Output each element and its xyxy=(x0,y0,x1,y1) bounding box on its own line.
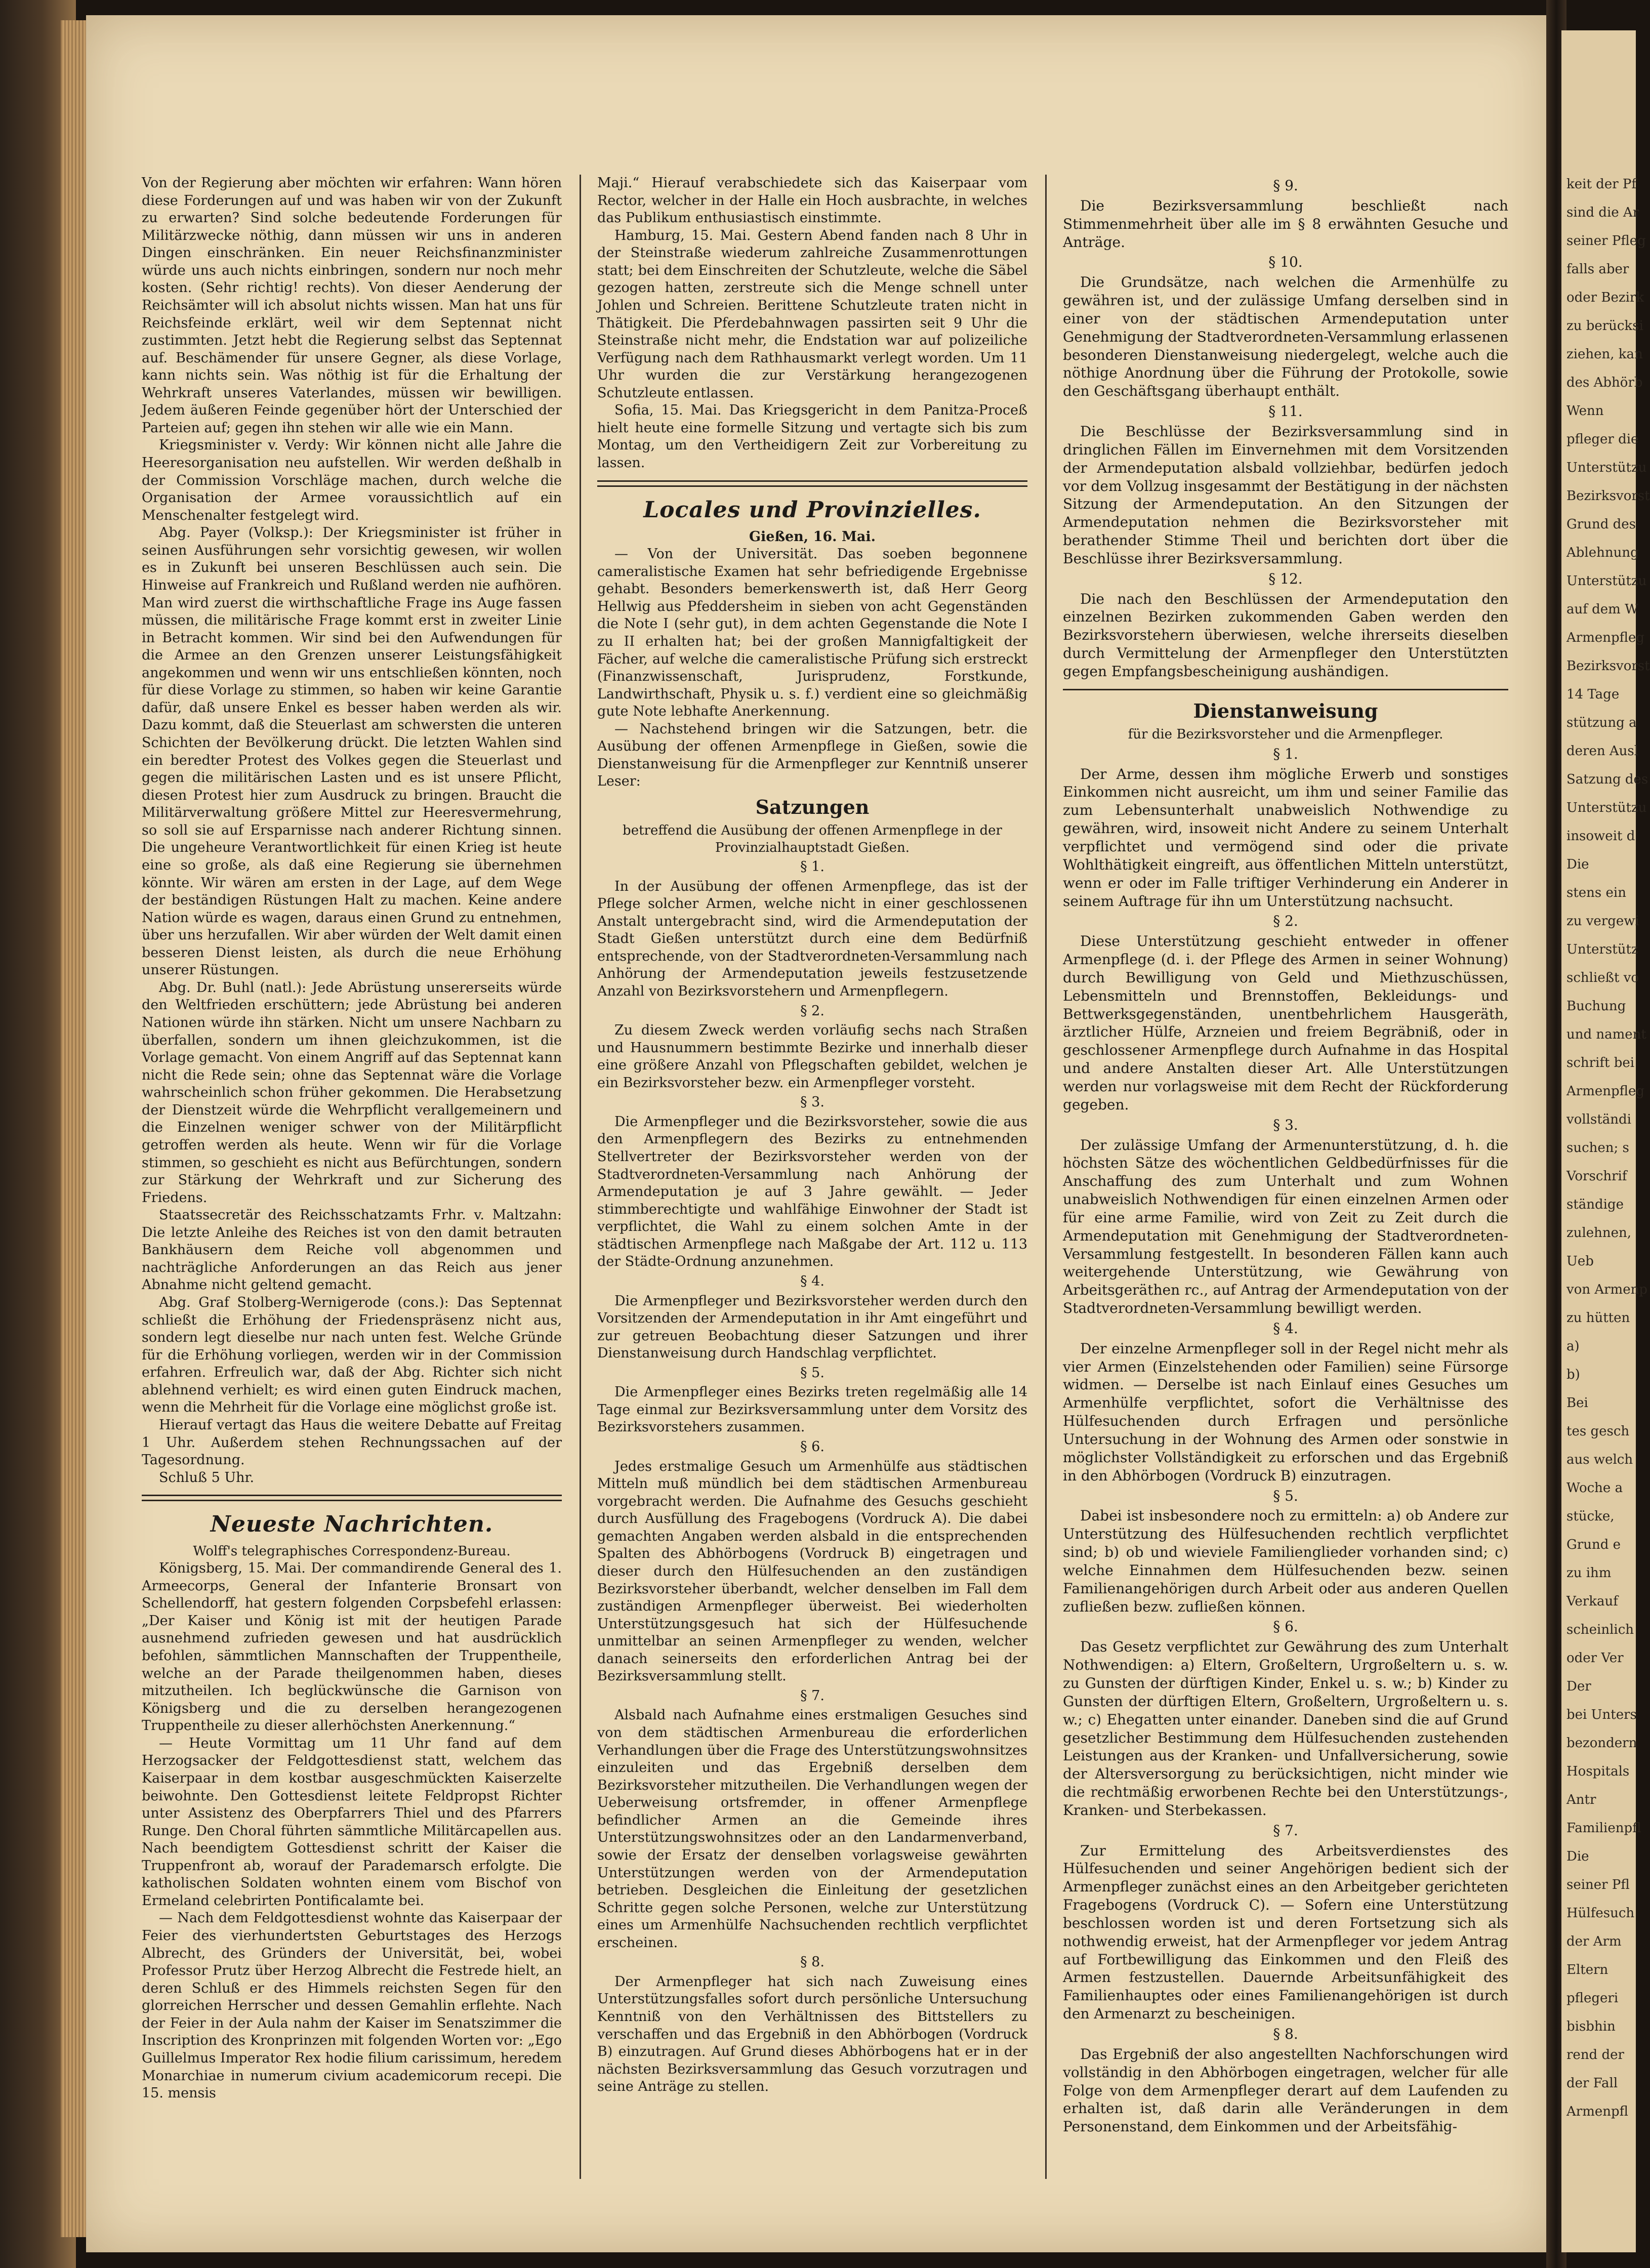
section-number: § 6. xyxy=(1273,1618,1298,1635)
margin-fragment: bezondern xyxy=(1566,1736,1637,1751)
margin-fragment: Verkauf xyxy=(1566,1594,1618,1609)
margin-fragment: Unterstützu xyxy=(1566,800,1647,815)
locales-heading: Locales und Provinzielles. xyxy=(643,497,981,523)
margin-fragment: pfleger die xyxy=(1566,432,1639,447)
column-rule xyxy=(580,175,581,2179)
section-divider xyxy=(1063,689,1508,690)
section-number: § 8. xyxy=(800,1954,824,1970)
paragraph: Sofia, 15. Mai. Das Kriegsgericht in dem Panitza-Proceß hielt heute eine formelle Sitzung und vertagte sich bis zum Montag, um den Vertheidigern Zeit zur Vorbereitung zu lassen. xyxy=(597,402,1027,471)
section-number: § 2. xyxy=(800,1003,824,1019)
dienstanweisung-subtitle: für die Bezirksvorsteher und die Armenpfleger. xyxy=(1128,726,1443,742)
column-1 xyxy=(142,175,562,2102)
margin-fragment: scheinlich xyxy=(1566,1622,1634,1637)
margin-fragment: stens ein xyxy=(1566,885,1626,900)
margin-fragment: bisbhin xyxy=(1566,2019,1616,2034)
section-text: Diese Unterstützung geschieht entweder in offener Armenpflege (d. i. der Pflege des Armen in seiner Wohnung) durch Bewilligung von Geld und Miethzuschüssen, Lebensmitteln und Brennstoffen, Bekleidungs- und Bettwerksgegenständen, unentbehrlichem Hausgeräth, ärztlicher Hülfe, Arzneien und freiem Begräbniß, oder in geschlossener Armenpflege durch Aufnahme in das Hospital und andere Anstalten dieser Art. Alle Unterstützungen werden nur vorlagsweise mit dem Recht der Rückforderung gegeben. xyxy=(1063,933,1508,1113)
margin-fragment: der Arm xyxy=(1566,1934,1622,1949)
margin-fragment: auf dem W xyxy=(1566,602,1638,617)
section-text: Die Armenpfleger und die Bezirksvorsteher, sowie die aus den Armenpflegern des Bezirks zu entnehmenden Stellvertreter der Bezirksvorsteher werden von der Stadtverordneten-Versammlung nach Anhörung der Armendeputation je auf 3 Jahre gewählt. — Jeder stimmberechtigte und wahlfähige Einwohner der Stadt ist verpflichtet, die Wahl zu einem solchen Amte in der städtischen Armenpflege nach Maßgabe der Art. 112 u. 113 der Städte-Ordnung anzunehmen. xyxy=(597,1114,1027,1270)
section-text: Die nach den Beschlüssen der Armendeputation den einzelnen Bezirken zukommenden Gaben werden den Bezirksvorstehern überwiesen, welche ihrerseits dieselben durch Vermittelung der Armenpfleger den Unterstützten gegen Empfangsbescheinigung aushändigen. xyxy=(1063,590,1508,680)
margin-fragment: falls aber xyxy=(1566,262,1629,277)
margin-fragment: keit der Pf xyxy=(1566,177,1637,192)
section-text: Jedes erstmalige Gesuch um Armenhülfe aus städtischen Mitteln muß mündlich bei dem städtischen Armenbureau vorgebracht werden. Die Aufnahme des Gesuchs geschieht durch Ausfüllung des Fragebogens (Vordruck A). Die dabei gemachten Angaben werden alsbald in die entsprechenden Spalten des Abhörbogens (Vordruck B) eingetragen und dieser durch den Hülfesuchenden an den zuständigen Bezirksvorsteher überbandt, welcher denselben im Fall dem zuständigen Armenpfleger überweist. Bei wiederholten Unterstützungsgesuch hat sich der Hülfesuchende unmittelbar an seinen Armenpfleger zu wenden, welcher danach seinerseits den erforderlichen Antrag bei der Bezirksversammlung stellt. xyxy=(597,1458,1027,1684)
news-paragraph: Königsberg, 15. Mai. Der commandirende General des 1. Armeecorps, General der Infanterie Bronsart von Schellendorff, hat gestern folgenden Corpsbefehl erlassen: „Der Kaiser und König ist mit der heutigen Parade ausnehmend zufrieden gewesen und hat ausdrücklich befohlen, sämmtlichen Mannschaften der Truppentheile, welche an der Parade theilgenommen haben, dieses mitzutheilen. Ich beglückwünsche die Garnison von Königsberg und die zu derselben herangezogenen Truppentheile zu dieser allerhöchsten Anerkennung.“ xyxy=(142,1560,562,1734)
column-2 xyxy=(597,175,1027,2096)
margin-fragment: Unterstützu xyxy=(1566,573,1647,589)
section-number: § 1. xyxy=(1273,745,1298,762)
paragraph: Abg. Payer (Volksp.): Der Kriegsminister ist früher in seinen Ausführungen sehr vorsichtig gewesen, wir wollen es in Zukunft bei unseren Beschlüssen auch sein. Die Hinweise auf Frankreich und Rußland werden nie aufhören. Man wird zuerst die wirthschaftliche Frage ins Auge fassen müssen, die militärische Frage kommt erst in zweiter Linie in Betracht kommen. Wir sind bei den Aufwendungen für die Armee an den Grenzen unserer Leistungsfähigkeit angekommen und wenn wir uns entschließen könnten, noch für diese Vorlage zu stimmen, so haben wir keine Garantie dafür, daß unsere Enkel es besser haben werden als wir. Dazu kommt, daß die Steuerlast am schwersten die unteren Schichten der Bevölkerung drückt. Die letzten Wahlen sind ein beredter Protest des Volkes gegen die Steuerlast und gegen die militärischen Lasten und es ist unsere Pflicht, diesen Protest hier zum Ausdruck zu bringen. Braucht die Militärverwaltung größere Mittel zur Heeresvermehrung, so soll sie auf Ersparnisse nach anderer Richtung sinnen. Die ungeheure Verantwortlichkeit für einen Krieg ist heute eine so große, als daß eine Regierung sie übernehmen könnte. Wir wären am ersten in der Lage, auf dem Wege der beständigen Rüstungen Halt zu machen. Keine andere Nation würde es wagen, daraus einen Grund zu entnehmen, über uns herzufallen. Wir aber würden der Welt damit einen besseren Dienst leisten, als durch die neue Erhöhung unserer Rüstungen. xyxy=(142,525,562,978)
margin-fragment: Hülfesuch xyxy=(1566,1906,1635,1921)
section-text: Die Beschlüsse der Bezirksversammlung sind in dringlichen Fällen im Einvernehmen mit dem Vorsitzenden der Armendeputation alsbald vollziehbar, bedürfen jedoch vor dem Vollzug insgesammt der Bestätigung in der nächsten Sitzung der Armendeputation. An den Sitzungen der Armendeputation nehmen die Bezirksvorsteher mit berathender Stimme Theil und berichten dort über die Beschlüsse ihrer Bezirksversammlung. xyxy=(1063,423,1508,567)
section-number: § 4. xyxy=(1273,1319,1298,1337)
paragraph: Maji.“ Hierauf verabschiedete sich das Kaiserpaar vom Rector, welcher in der Halle ein Hoch ausbrachte, in welches das Publikum enthusiastisch einstimmte. xyxy=(597,175,1027,226)
margin-fragment: seiner Pfleg xyxy=(1566,233,1646,249)
margin-fragment: Vorschrif xyxy=(1566,1169,1627,1184)
margin-fragment: Eltern xyxy=(1566,1962,1608,1977)
section-divider xyxy=(597,480,1027,487)
paragraph: Staatssecretär des Reichsschatzamts Frhr. v. Maltzahn: Die letzte Anleihe des Reiches ist von den damit betrauten Bankhäusern dem Reiche voll abgenommen und nachträgliche Anforderungen an das Reich aus jener Abnahme nicht geltend gemacht. xyxy=(142,1207,562,1293)
section-text: Zur Ermittelung des Arbeitsverdienstes des Hülfesuchenden und seiner Angehörigen bedient sich der Armenpfleger zunächst eines an den Arbeitgeber gerichteten Fragebogens (Vordruck C). — Sofern eine Unterstützung beschlossen worden ist und deren Fortsetzung sich als nothwendig erweist, hat der Armenpfleger vor jedem Antrag auf Fortbewilligung das Einkommen und den Fleiß des Armen festzustellen. Dauernde Arbeitsunfähigkeit des Familienhauptes oder eines Familienangehörigen ist durch den Armenarzt zu bescheinigen. xyxy=(1063,1842,1508,2023)
margin-fragment: Satzung des xyxy=(1566,772,1648,787)
margin-fragment: Unterstützu xyxy=(1566,460,1647,475)
margin-fragment: Der xyxy=(1566,1679,1591,1694)
section-text: Dabei ist insbesondere noch zu ermitteln: a) ob Andere zur Unterstützung des Hülfesuchenden rechtlich verpflichtet sind; b) ob und wieviele Familienglieder vorhanden sind; c) welche Einnahmen dem Hülfesuchenden bezw. seinen Familienangehörigen durch Arbeit oder aus anderen Quellen zufließen bezw. zufließen können. xyxy=(1063,1507,1508,1615)
margin-fragment: Die xyxy=(1566,1849,1589,1864)
news-subheading: Wolff's telegraphisches Correspondenz-Bureau. xyxy=(193,1544,511,1559)
margin-fragment: Bei xyxy=(1566,1395,1588,1411)
section-text: Die Armenpfleger eines Bezirks treten regelmäßig alle 14 Tage einmal zur Bezirksversammlung unter dem Vorsitz des Bezirksvorstehers zusammen. xyxy=(597,1384,1027,1435)
section-number: § 5. xyxy=(800,1365,824,1381)
margin-fragment: zulehnen, xyxy=(1566,1225,1632,1241)
margin-fragment: deren Ausl xyxy=(1566,744,1639,759)
margin-fragment: oder Ver xyxy=(1566,1651,1624,1666)
section-number: § 3. xyxy=(800,1094,824,1110)
dienstanweisung-heading: Dienstanweisung xyxy=(1193,699,1378,722)
margin-fragment: aus welch xyxy=(1566,1452,1633,1467)
paragraph: Von der Regierung aber möchten wir erfahren: Wann hören diese Forderungen auf und was haben wir von der Zukunft zu erwarten? Sind solche bedeutende Forderungen für Militärzwecke nöthig, dann müssen wir uns in anderen Dingen einschränken. Ein neuer Reichsfinanzminister würde uns auch nichts einbringen, sondern nur noch mehr kosten. (Sehr richtig! rechts). Von dieser Aenderung der Reichsämter will ich absolut nichts wissen. Man hat uns für Reichsfeinde erklärt, weil wir dem Septennat nicht zustimmten. Jetzt hebt die Regierung selbst das Septennat auf. Beschämender für unsere Gegner, als diese Vorlage, kann nichts sein. Was nöthig ist für die Erhaltung der Wehrkraft unseres Vaterlandes, müssen wir bewilligen. Jedem äußeren Feinde gegenüber hört der Unterschied der Parteien auf; gegen ihn stehen wir alle wie ein Mann. xyxy=(142,175,562,436)
section-text: Der einzelne Armenpfleger soll in der Regel nicht mehr als vier Armen (Einzelstehenden oder Familien) seine Fürsorge widmen. — Derselbe ist nach Einlauf eines Gesuches um Armenhülfe verpflichtet, sofort die Verhältnisse des Hülfesuchenden durch Erfragen und persönliche Untersuchung in der Wohnung des Armen oder sonstwie in möglichster Vollständigkeit zu erforschen und das Ergebniß in den Abhörbogen (Vordruck B) einzutragen. xyxy=(1063,1340,1508,1484)
paragraph: Abg. Graf Stolberg-Wernigerode (cons.): Das Septennat schließt die Erhöhung der Friedenspräsenz nicht aus, sondern legt dieselbe nur nach unten fest. Welche Gründe für die Erhöhung vorliegen, werden wir in der Commission erfahren. Erfreulich war, daß der Abg. Richter sich nicht ablehnend verhielt; es wird einen guten Eindruck machen, wenn die Mehrheit für die Vorlage eine möglichst große ist. xyxy=(142,1295,562,1416)
news-paragraph: — Nach dem Feldgottesdienst wohnte das Kaiserpaar der Feier des vierhundertsten Geburtstages des Herzogs Albrecht, des Gründers der Universität, bei, wobei Professor Prutz über Herzog Albrecht die Festrede hielt, an deren Schluß er des Himmels reichsten Segen für den glorreichen Herrscher und dessen Gemahlin erflehte. Nach der Feier in der Aula nahm der Kaiser im Senatszimmer die Inscription des Kronprinzen mit folgenden Worten vor: „Ego Guillelmus Imperator Rex hodie filium carissimum, heredem Monarchiae in numerum civium academicorum recepi. Die 15. mensis xyxy=(142,1910,562,2101)
section-number: § 10. xyxy=(1268,254,1303,271)
satzungen-subtitle: betreffend die Ausübung der offenen Armenpflege in der Provinzialhauptstadt Gießen. xyxy=(623,823,1002,855)
margin-fragment: schrift bei xyxy=(1566,1055,1635,1070)
section-number: § 7. xyxy=(800,1687,824,1704)
satzungen-heading: Satzungen xyxy=(755,796,870,818)
margin-fragment: Ueb xyxy=(1566,1254,1594,1269)
margin-fragment: zu ihm xyxy=(1566,1565,1612,1581)
paragraph: Abg. Dr. Buhl (natl.): Jede Abrüstung unsererseits würde den Weltfrieden erschüttern; jede Abrüstung bei anderen Nationen würde ihn stärken. Nicht um unsere Nachbarn zu überfallen, sondern um ihnen gleichzukommen, ist die Vorlage gemacht. Von einem Angriff auf das Septennat kann nicht die Rede sein; ohne das Septennat wäre die Vorlage wahrscheinlich schon früher gekommen. Die Herabsetzung der Dienstzeit würde die Wehrpflicht verallgemeinern und die Einzelnen weniger schwer von der Militärpflicht getroffen werden als heute. Wenn wir für die Vorlage stimmen, so geschieht es nicht aus Befürchtungen, sondern zur Stärkung der Wehrkraft und zur Sicherung des Friedens. xyxy=(142,979,562,1206)
section-number: § 1. xyxy=(800,859,824,875)
section-text: In der Ausübung der offenen Armenpflege, das ist der Pflege solcher Armen, welche nicht in einer geschlossenen Anstalt untergebracht sind, wird die Armendeputation der Stadt Gießen unterstützt durch eine dem Bedürfniß entsprechende, von der Stadtverordneten-Versammlung nach Anhörung der Armendeputation jeweils festzusetzende Anzahl von Bezirksvorstehern und Armenpflegern. xyxy=(597,878,1027,999)
margin-fragment: Wenn xyxy=(1566,403,1604,419)
margin-fragment: sind die Ar xyxy=(1566,205,1639,220)
margin-fragment: Grund des xyxy=(1566,517,1636,532)
paragraph: Schluß 5 Uhr. xyxy=(159,1469,255,1486)
section-text: Zu diesem Zweck werden vorläufig sechs nach Straßen und Hausnummern bestimmte Bezirke und innerhalb dieser eine größere Anzahl von Pflegschaften gebildet, welchen je ein Bezirksvorsteher bezw. ein Armenpfleger vorsteht. xyxy=(597,1022,1027,1091)
margin-fragment: b) xyxy=(1566,1367,1580,1382)
margin-fragment: Antr xyxy=(1566,1792,1596,1807)
margin-fragment: und nament xyxy=(1566,1027,1646,1042)
section-divider xyxy=(142,1495,562,1501)
section-text: Die Grundsätze, nach welchen die Armenhülfe zu gewähren ist, und der zulässige Umfang derselben sind in einer von der städtischen Armendeputation unter Genehmigung der Stadtverordneten-Versammlung erlassenen besonderen Dienstanweisung niedergelegt, welche auch die nöthige Anordnung über die Führung der Protokolle, sowie den Geschäftsgang überhaupt enthält. xyxy=(1063,274,1508,400)
section-number: § 8. xyxy=(1273,2026,1298,2042)
margin-fragment: von Armenp xyxy=(1566,1282,1647,1297)
margin-fragment: Unterstütz xyxy=(1566,942,1638,957)
section-number: § 2. xyxy=(1273,913,1298,930)
margin-fragment: Hospitals xyxy=(1566,1764,1630,1779)
column-3 xyxy=(1063,175,1508,2136)
section-number: § 9. xyxy=(1273,177,1298,194)
dateline: Gießen, 16. Mai. xyxy=(749,528,876,545)
margin-fragment: stücke, xyxy=(1566,1509,1615,1524)
margin-fragment: des Abhörb xyxy=(1566,375,1643,390)
satzungen-sections-continued xyxy=(1063,177,1508,681)
margin-fragment: ständige xyxy=(1566,1197,1624,1212)
margin-fragment: Grund e xyxy=(1566,1537,1621,1552)
margin-fragment: zu berücksi xyxy=(1566,318,1643,334)
margin-fragment: seiner Pfl xyxy=(1566,1877,1630,1892)
margin-fragment: suchen; s xyxy=(1566,1140,1629,1156)
margin-fragment: Bezirksvorst xyxy=(1566,488,1650,504)
section-text: Alsbald nach Aufnahme eines erstmaligen Gesuches sind von dem städtischen Armenbureau die erforderlichen Verhandlungen über die Frage des Unterstützungswohnsitzes einzuleiten und das Ergebniß derselben dem Bezirksvorsteher mitzutheilen. Die Verhandlungen wegen der Ueberweisung ortsfremder, in offener Armenpflege befindlicher Armen an die Gemeinde ihres Unterstützungswohnsitzes oder an den Landarmenverband, sowie der Ersatz der denselben vorlagsweise gewährten Unterstützungen werden von der Armendeputation betrieben. Desgleichen die Einleitung der gesetzlichen Schritte gegen solche Personen, welche zur Unterstützung eines um Armenhülfe Nachsuchenden rechtlich verpflichtet erscheinen. xyxy=(597,1707,1027,1951)
margin-fragment: Buchung xyxy=(1566,999,1626,1014)
margin-fragment: a) xyxy=(1566,1339,1580,1354)
paragraph: Hierauf vertagt das Haus die weitere Debatte auf Freitag 1 Uhr. Außerdem stehen Rechnungssachen auf der Tagesordnung. xyxy=(142,1417,562,1468)
margin-fragment: Familienpfl xyxy=(1566,1821,1641,1836)
column-rule xyxy=(1045,175,1047,2179)
margin-fragment: Armenpfl xyxy=(1566,2104,1628,2119)
margin-fragment: schließt vo xyxy=(1566,970,1639,985)
paragraph: Kriegsminister v. Verdy: Wir können nicht alle Jahre die Heeresorganisation neu aufstellen. Wir werden deßhalb in der Commission Vorschläge machen, durch welche die Organisation der Armee voraussichtlich auf ein Menschenalter festgelegt wird. xyxy=(142,437,562,523)
section-text: Das Ergebniß der also angestellten Nachforschungen wird vollständig in den Abhörbogen eingetragen, welcher für alle Folge von dem Armenpfleger derart auf dem Laufenden zu erhalten ist, daß darin alle Veränderungen in dem Personenstand, dem Einkommen und der Arbeitsfähig- xyxy=(1063,2045,1508,2135)
section-number: § 11. xyxy=(1268,403,1303,420)
margin-fragment: Armenpfleg xyxy=(1566,630,1645,645)
margin-fragment: 14 Tage xyxy=(1566,687,1620,702)
margin-fragment: der Fall xyxy=(1566,2076,1618,2091)
section-text: Die Armenpfleger und Bezirksvorsteher werden durch den Vorsitzenden der Armendeputation in ihr Amt eingeführt und zur getreuen Beobachtung dieser Satzungen und ihrer Dienstanweisung durch Handschlag verpflichtet. xyxy=(597,1293,1027,1362)
section-number: § 5. xyxy=(1273,1487,1298,1504)
locales-paragraph: — Von der Universität. Das soeben begonnene cameralistische Examen hat sehr befriedigende Ergebnisse gehabt. Besonders bemerkenswerth ist, daß Herr Georg Hellwig aus Pfeddersheim in sieben von acht Gegenständen die Note I (sehr gut), in dem achten Gegenstande die Note I zu II erhalten hat; bei der großen Mannigfaltigkeit der Fächer, auf welche die cameralistische Prüfung sich erstreckt (Finanzwissenschaft, Jurisprudenz, Forstkunde, Landwirthschaft, Physik u. s. f.) verdient eine so gleichmäßig gute Note lebhafte Anerkennung. xyxy=(597,546,1027,720)
satzungen-sections xyxy=(597,858,1027,2096)
margin-fragment: rend der xyxy=(1566,2047,1624,2063)
margin-fragment: oder Bezirk xyxy=(1566,290,1644,305)
dienstanweisung-sections xyxy=(1063,745,1508,2136)
news-heading: Neueste Nachrichten. xyxy=(210,1511,493,1538)
locales-paragraph: — Nachstehend bringen wir die Satzungen, betr. die Ausübung der offenen Armenpflege in Gießen, sowie die Dienstanweisung für die Armenpfleger zur Kenntniß unserer Leser: xyxy=(597,721,1027,790)
section-number: § 6. xyxy=(800,1439,824,1455)
section-text: Die Bezirksversammlung beschließt nach Stimmenmehrheit über alle im § 8 erwähnten Gesuche und Anträge. xyxy=(1063,197,1508,251)
section-text: Der zulässige Umfang der Armenunterstützung, d. h. die höchsten Sätze des wöchentlichen Geldbedürfnisses für die Anschaffung des zum Unterhalt und zum Wohnen unabweislich Nothwendigen für einen einzelnen Armen oder für eine arme Familie, wird von Zeit zu Zeit durch die Armendeputation mit Genehmigung der Stadtverordneten-Versammlung festgestellt. In besonderen Fällen kann auch weitergehende Unterstützung, wie Gewährung von Arbeitsgeräthen rc., auf Antrag der Armendeputation von der Stadtverordneten-Versammlung bewilligt werden. xyxy=(1063,1136,1508,1317)
paragraph: Hamburg, 15. Mai. Gestern Abend fanden nach 8 Uhr in der Steinstraße wiederum zahlreiche Zusammenrottungen statt; bei dem Einschreiten der Schutzleute, welche die Säbel gezogen hatten, zerstreute sich die Menge schnell unter Johlen und Schreien. Berittene Schutzleute traten nicht in Thätigkeit. Die Pferdebahnwagen passirten seit 9 Uhr die Steinstraße nicht mehr, die Endstation war auf polizeiliche Verfügung nach dem Rathhausmarkt verlegt worden. Um 11 Uhr wurden die zur Verstärkung herangezogenen Schutzleute entlassen. xyxy=(597,227,1027,401)
margin-fragment: Armenpfleg xyxy=(1566,1084,1645,1099)
margin-fragment: Ablehnung xyxy=(1566,545,1639,560)
margin-fragment: tes gesch xyxy=(1566,1424,1630,1439)
margin-fragment: Woche a xyxy=(1566,1480,1623,1496)
section-number: § 3. xyxy=(1273,1116,1298,1133)
section-number: § 12. xyxy=(1268,570,1303,587)
margin-fragment: pflegeri xyxy=(1566,1991,1619,2006)
section-number: § 4. xyxy=(800,1273,824,1289)
section-text: Der Armenpfleger hat sich nach Zuweisung eines Unterstützungsfalles sofort durch persönliche Untersuchung Kenntniß von den Verhältnissen des Bittstellers zu verschaffen und das Ergebniß in den Abhörbogen (Vordruck B) einzutragen. Auf Grund dieses Abhörbogens hat er in der nächsten Bezirksversammlung das Gesuch vorzutragen und seine Anträge zu stellen. xyxy=(597,1973,1027,2095)
margin-fragment: zu vergewi xyxy=(1566,914,1639,929)
margin-fragment: Die xyxy=(1566,857,1589,872)
margin-fragment: stützung a xyxy=(1566,715,1637,730)
news-paragraph: — Heute Vormittag um 11 Uhr fand auf dem Herzogsacker der Feldgottesdienst statt, welchem das Kaiserpaar in dem kostbar ausgeschmückten Kaiserzelte beiwohnte. Den Gottesdienst leitete Feldpropst Richter unter Assistenz des Oberpfarrers Thiel und des Pfarrers Runge. Den Choral führten sämmtliche Militärcapellen aus. Nach beendigtem Gottesdienst schritt der Kaiser die Truppenfront ab, worauf der Parademarsch erfolgte. Die katholischen Soldaten wohnten einem vom Bischof von Ermeland celebrirten Pontificalamte bei. xyxy=(142,1735,562,1909)
section-number: § 7. xyxy=(1273,1822,1298,1839)
margin-fragment: Bezirksvorst xyxy=(1566,658,1650,674)
margin-fragment: vollständi xyxy=(1566,1112,1631,1127)
section-text: Der Arme, dessen ihm mögliche Erwerb und sonstiges Einkommen nicht ausreicht, um ihm und seiner Familie das zum Lebensunterhalt unabweislich Nothwendige zu gewähren, wird, insoweit nicht Andere zu seinem Unterhalt verpflichtet und vermögend sind oder die private Wohlthätigkeit eingreift, aus öffentlichen Mitteln unterstützt, wenn er oder im Falle triftiger Verhinderung ein Anderer in seinem Auftrage für ihn um Unterstützung nachsucht. xyxy=(1063,765,1508,910)
margin-fragment: insoweit d xyxy=(1566,829,1635,844)
margin-fragment: ziehen, kan xyxy=(1566,347,1643,362)
margin-fragment: zu hütten xyxy=(1566,1310,1630,1326)
margin-fragment: bei Unters xyxy=(1566,1707,1637,1722)
section-text: Das Gesetz verpflichtet zur Gewährung des zum Unterhalt Nothwendigen: a) Eltern, Großeltern, Urgroßeltern u. s. w. zu Gunsten der dürftigen Kinder, Enkel u. s. w.; b) Kinder zu Gunsten der dürftigen Eltern, Großeltern, Urgroßeltern u. s. w.; c) Ehegatten unter einander. Daneben sind die auf Grund gesetzlicher Bestimmung dem Hülfesuchenden zustehenden Leistungen aus der Kranken- und Unfallversicherung, sowie der Altersversorgung zu berücksichtigen, nicht minder wie die rechtmäßig erworbenen Rechte bei den Unterstützungs-, Kranken- und Sterbekassen. xyxy=(1063,1638,1508,1819)
